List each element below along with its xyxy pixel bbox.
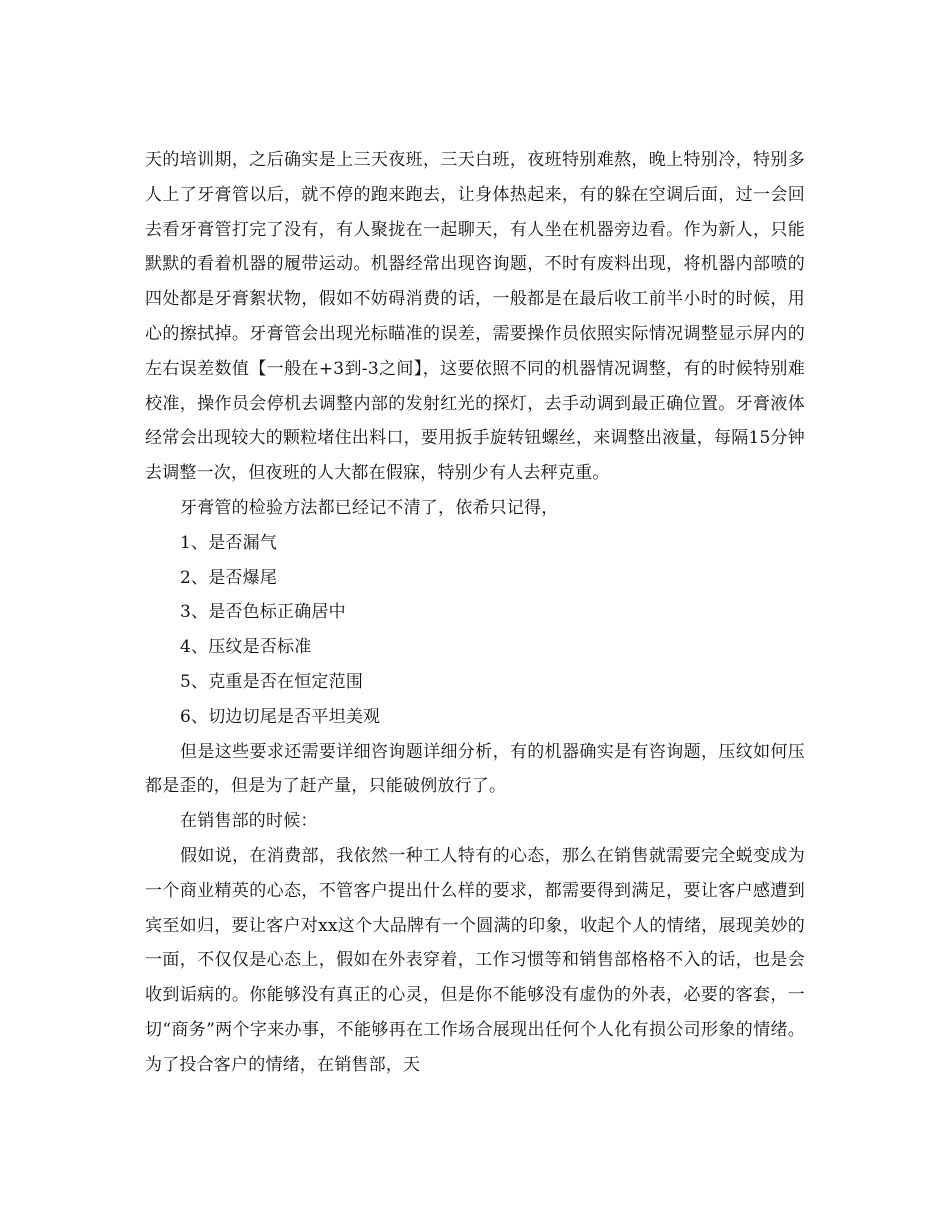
list-item: 5、克重是否在恒定范围 <box>180 671 364 692</box>
paragraph-inspection-intro: 牙膏管的检验方法都已经记不清了，依希只记得， <box>180 497 559 518</box>
list-item: 1、是否漏气 <box>180 532 278 553</box>
paragraph-sales-mindset: 假如说，在消费部，我依然一种工人特有的心态，那么在销售就需要完全蜕变成为一个商业精英的心态，不管客户提出什么样的要求，都需要得到满足，要让客户感遭到宾至如归，要让客户对xx这个大品牌有一个圆满的印象，收起个人的情绪，展现美妙的一面，不仅仅是心态上，假如在外表穿着，工作习惯等和销售部格格不入的话，也是会收到诟病的。你能够没有真正的心灵，但是你不能够没有虚伪的外表，必要的客套，一切“商务”两个字来办事，不能够再在工作场合展现出任何个人化有损公司形象的情绪。为了投合客户的情绪，在销售部，天 <box>145 845 805 1075</box>
paragraph-analysis: 但是这些要求还需要详细咨询题详细分析，有的机器确实是有咨询题，压纹如何压都是歪的，但是为了赶产量，只能破例放行了。 <box>145 741 805 797</box>
list-item: 4、压纹是否标准 <box>180 637 312 658</box>
list-item: 2、是否爆尾 <box>180 567 278 588</box>
paragraph-night-shift: 天的培训期，之后确实是上三天夜班，三天白班，夜班特别难熬，晚上特别冷，特别多人上了牙膏管以后，就不停的跑来跑去，让身体热起来，有的躲在空调后面，过一会回去看牙膏管打完了没有，有人聚拢在一起聊天，有人坐在机器旁边看。作为新人，只能默默的看着机器的履带运动。机器经常出现咨询题，不时有废料出现，将机器内部喷的四处都是牙膏絮状物，假如不妨碍消费的话，一般都是在最后收工前半小时的时候，用心的擦拭掉。牙膏管会出现光标瞄准的误差，需要操作员依照实际情况调整显示屏内的左右误差数值【一般在+3到-3之间】，这要依照不同的机器情况调整，有的时候特别难校准，操作员会停机去调整内部的发射红光的探灯，去手动调到最正确位置。牙膏液体经常会出现较大的颗粒堵住出料口，要用扳手旋转钮螺丝，来调整出液量，每隔15分钟去调整一次，但夜班的人大都在假寐，特别少有人去秤克重。 <box>145 150 805 484</box>
list-item: 3、是否色标正确居中 <box>180 602 346 623</box>
paragraph-sales-heading: 在销售部的时候： <box>180 811 318 832</box>
list-item: 6、切边切尾是否平坦美观 <box>180 706 381 727</box>
document-body <box>145 143 805 1083</box>
